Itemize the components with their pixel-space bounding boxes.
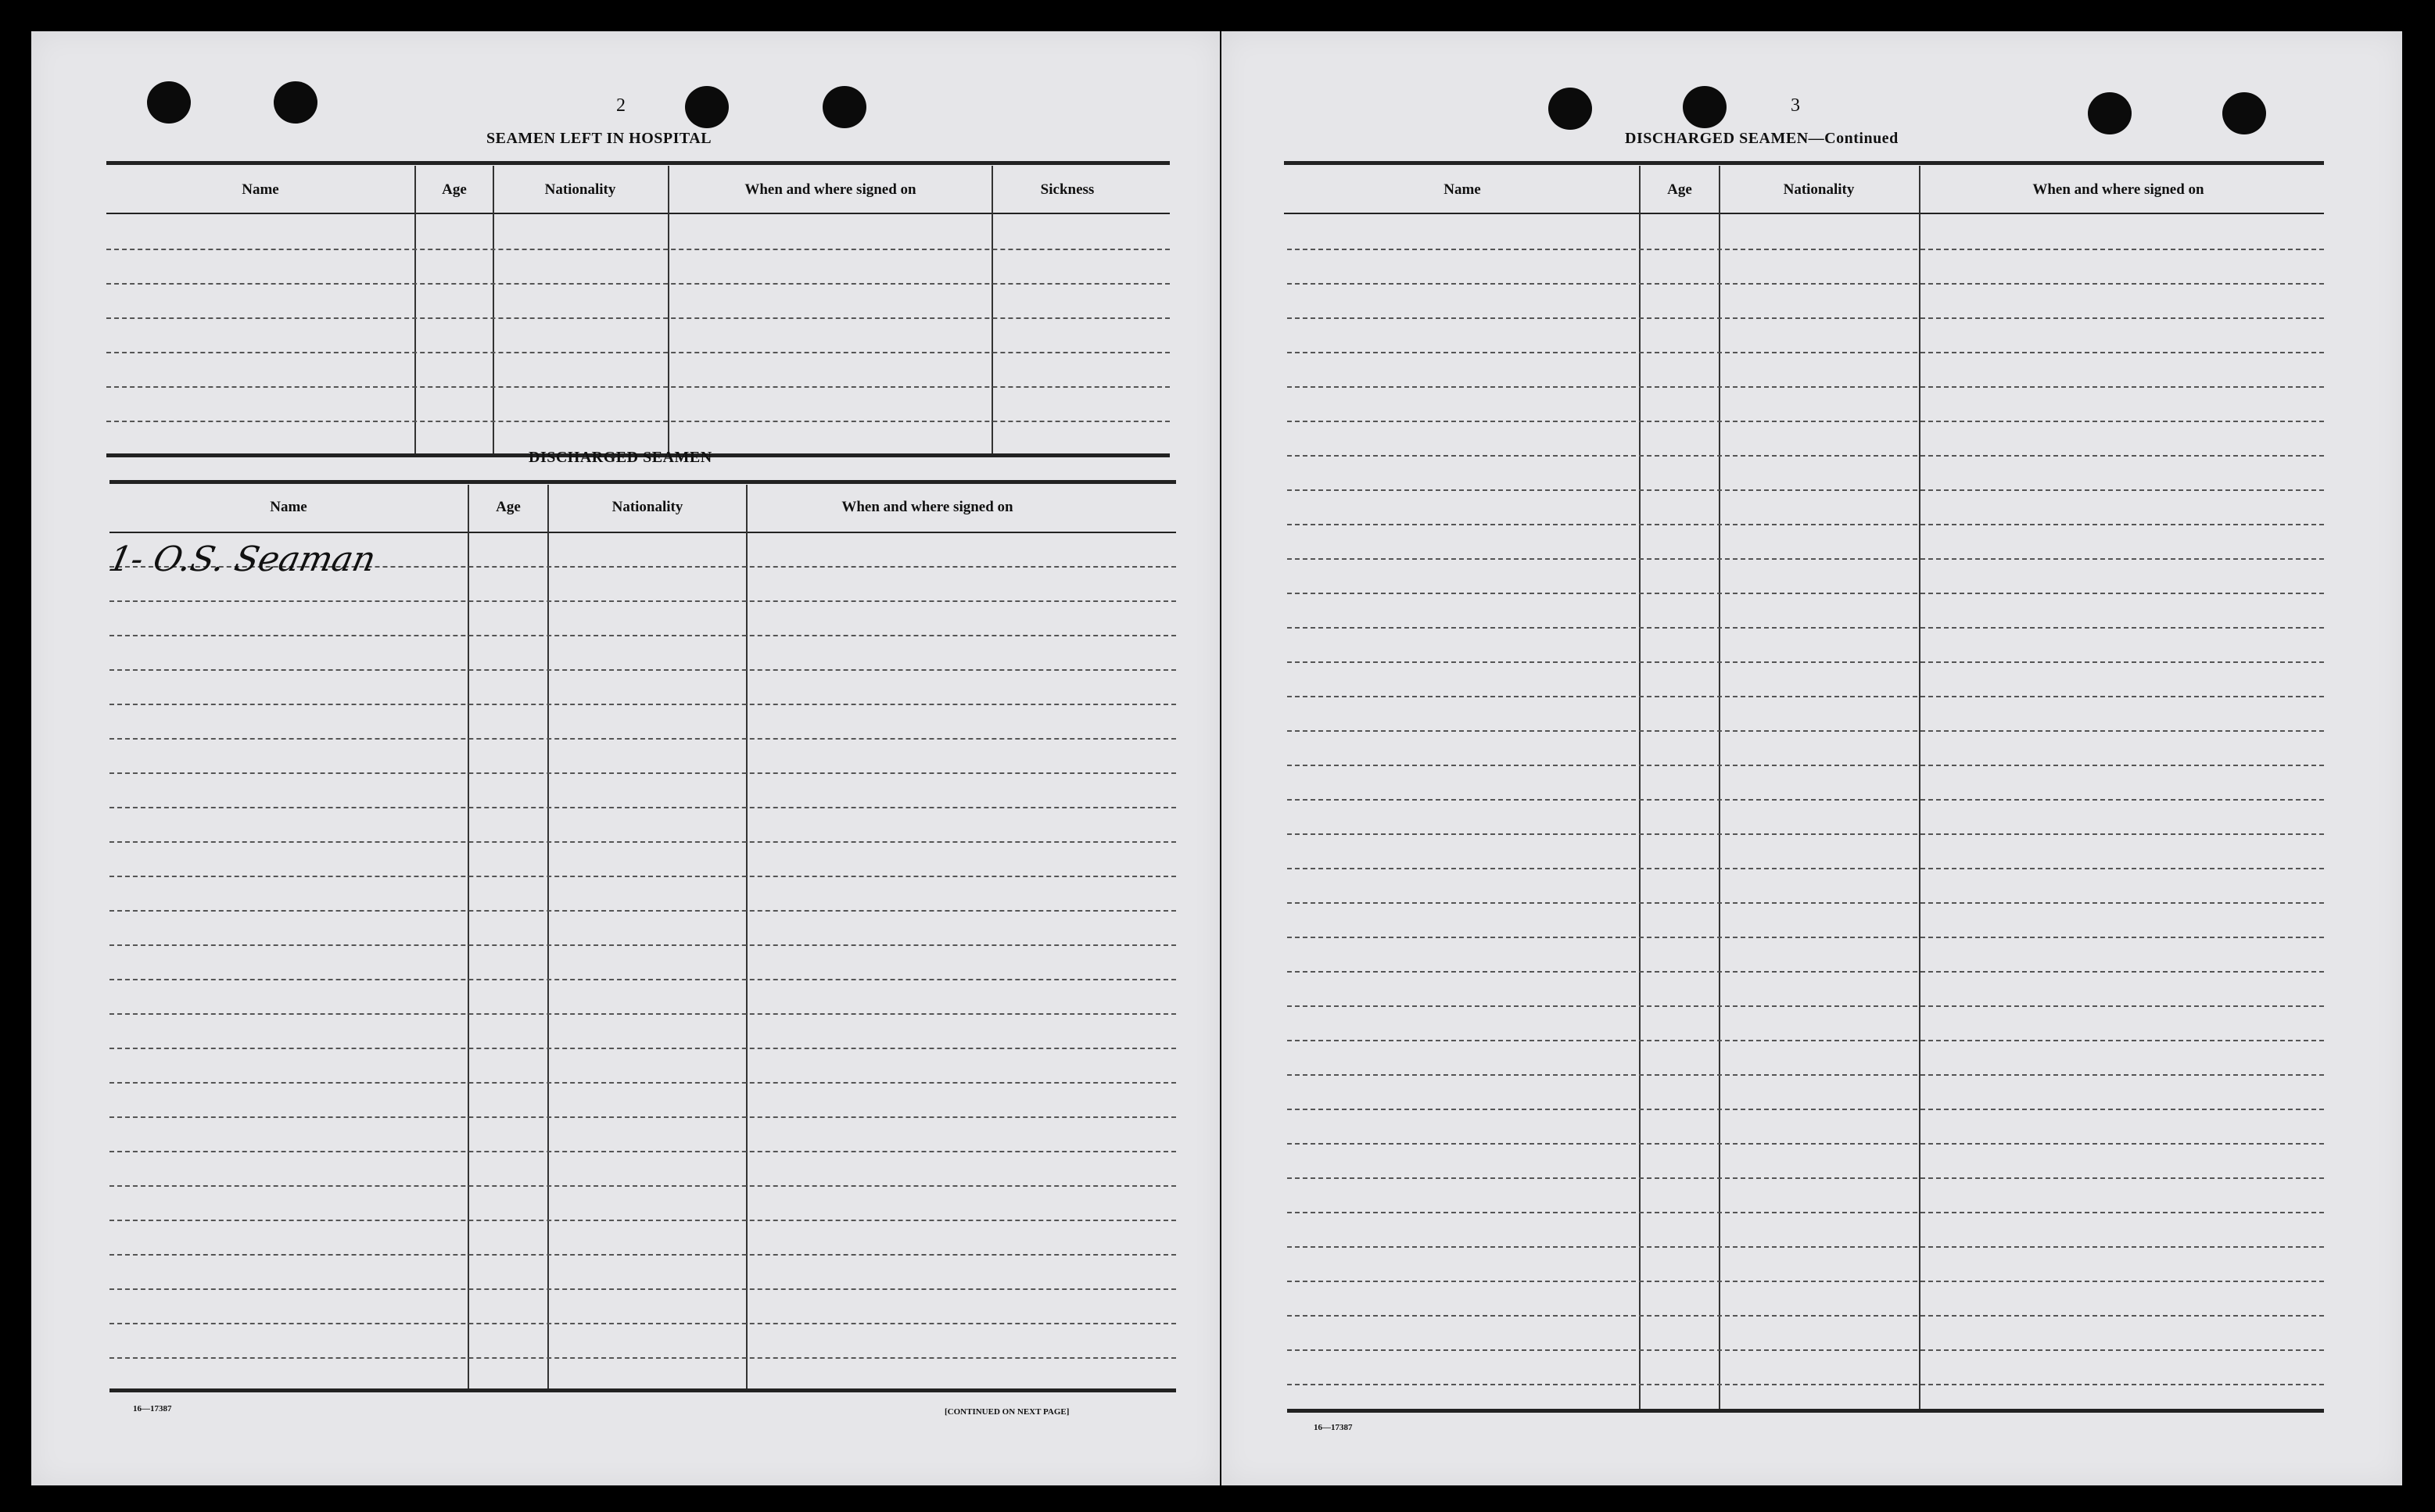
table-top-rule — [106, 161, 1170, 165]
ruled-line — [1287, 1246, 2324, 1248]
table-top-rule — [1284, 161, 2324, 165]
ruled-line — [106, 317, 1170, 319]
ruled-line — [1287, 593, 2324, 594]
ruled-line — [1287, 317, 2324, 319]
col-name: Name — [1443, 181, 1481, 198]
ruled-line — [1287, 1005, 2324, 1007]
ruled-line — [109, 1357, 1176, 1359]
ruled-line — [1287, 1349, 2324, 1351]
col-when-where: When and where signed on — [2032, 181, 2204, 198]
ruled-line — [1287, 283, 2324, 285]
col-name: Name — [270, 499, 307, 515]
ruled-line — [109, 841, 1176, 843]
col-age: Age — [1667, 181, 1692, 198]
punch-hole — [1683, 86, 1727, 128]
table-bottom-rule — [1287, 1409, 2324, 1413]
header-rule — [109, 532, 1176, 533]
continued-note: [CONTINUED ON NEXT PAGE] — [945, 1407, 1070, 1417]
column-divider — [414, 166, 416, 457]
ruled-line — [1287, 937, 2324, 938]
ruled-line — [109, 704, 1176, 705]
ruled-line — [1287, 971, 2324, 973]
col-nationality: Nationality — [1783, 181, 1855, 198]
column-divider — [746, 485, 748, 1388]
ruled-line — [109, 876, 1176, 877]
ruled-line — [109, 910, 1176, 912]
ruled-line — [1287, 627, 2324, 629]
ruled-line — [1287, 489, 2324, 491]
col-when-where: When and where signed on — [744, 181, 916, 198]
ruled-line — [1287, 386, 2324, 388]
col-age: Age — [442, 181, 467, 198]
ruled-line — [1287, 765, 2324, 766]
ruled-line — [1287, 1109, 2324, 1110]
title-main: DISCHARGED SEAMEN — [1625, 130, 1809, 147]
ruled-line — [109, 738, 1176, 740]
handwritten-entry: 1- O.S. Seaman — [105, 539, 380, 579]
ruled-line — [1287, 421, 2324, 422]
column-divider — [668, 166, 669, 457]
ruled-line — [106, 421, 1170, 422]
ruled-line — [1287, 833, 2324, 835]
header-rule — [1284, 213, 2324, 214]
punch-hole — [274, 81, 317, 124]
ruled-line — [1287, 1281, 2324, 1282]
ruled-line — [1287, 1177, 2324, 1179]
col-when-where: When and where signed on — [841, 499, 1013, 515]
title-suffix: —Continued — [1808, 130, 1899, 147]
ruled-line — [1287, 799, 2324, 801]
table-bottom-rule — [109, 1388, 1176, 1392]
ruled-line — [109, 1082, 1176, 1084]
ruled-line — [1287, 1143, 2324, 1145]
punch-hole — [2088, 92, 2132, 134]
ruled-line — [1287, 1384, 2324, 1385]
ruled-line — [1287, 1040, 2324, 1041]
ruled-line — [1287, 249, 2324, 250]
column-divider — [547, 485, 549, 1388]
form-number: 16—17387 — [1314, 1423, 1353, 1432]
ruled-line — [109, 979, 1176, 980]
col-sickness: Sickness — [1040, 181, 1095, 198]
column-divider — [992, 166, 993, 457]
ruled-line — [1287, 524, 2324, 525]
header-rule — [106, 213, 1170, 214]
ruled-line — [109, 1288, 1176, 1290]
ruled-line — [109, 1013, 1176, 1015]
column-divider — [493, 166, 494, 457]
ruled-line — [109, 1220, 1176, 1221]
ruled-line — [1287, 352, 2324, 353]
punch-hole — [685, 86, 729, 128]
punch-hole — [1548, 88, 1592, 130]
column-divider — [468, 485, 469, 1388]
ruled-line — [109, 1048, 1176, 1049]
ruled-line — [1287, 696, 2324, 697]
col-nationality: Nationality — [544, 181, 616, 198]
page-number: 3 — [1791, 95, 1800, 116]
table-top-rule — [109, 480, 1176, 484]
col-name: Name — [242, 181, 279, 198]
ruled-line — [106, 249, 1170, 250]
col-nationality: Nationality — [611, 499, 683, 515]
ruled-line — [1287, 1074, 2324, 1076]
ruled-line — [106, 386, 1170, 388]
ruled-line — [1287, 730, 2324, 732]
ruled-line — [109, 944, 1176, 946]
left-page — [31, 31, 1220, 1485]
ruled-line — [109, 1254, 1176, 1256]
ruled-line — [1287, 1315, 2324, 1317]
punch-hole — [147, 81, 191, 124]
ruled-line — [109, 772, 1176, 774]
discharged-section-title: DISCHARGED SEAMEN — [529, 449, 712, 466]
form-number: 16—17387 — [133, 1404, 172, 1413]
ruled-line — [109, 635, 1176, 636]
page-number: 2 — [616, 95, 626, 116]
ruled-line — [109, 1185, 1176, 1187]
ruled-line — [109, 1151, 1176, 1152]
ruled-line — [109, 1116, 1176, 1118]
ruled-line — [106, 283, 1170, 285]
ruled-line — [1287, 661, 2324, 663]
ruled-line — [1287, 902, 2324, 904]
discharged-continued-title — [1625, 130, 1899, 148]
ruled-line — [109, 600, 1176, 602]
punch-hole — [823, 86, 866, 128]
col-age: Age — [496, 499, 521, 515]
ruled-line — [1287, 1212, 2324, 1213]
ruled-line — [109, 807, 1176, 808]
ruled-line — [1287, 558, 2324, 560]
ruled-line — [1287, 455, 2324, 457]
ruled-line — [106, 352, 1170, 353]
punch-hole — [2222, 92, 2266, 134]
hospital-section-title: SEAMEN LEFT IN HOSPITAL — [486, 130, 712, 147]
ruled-line — [109, 669, 1176, 671]
ruled-line — [1287, 868, 2324, 869]
ruled-line — [109, 1323, 1176, 1324]
right-page — [1221, 31, 2402, 1485]
